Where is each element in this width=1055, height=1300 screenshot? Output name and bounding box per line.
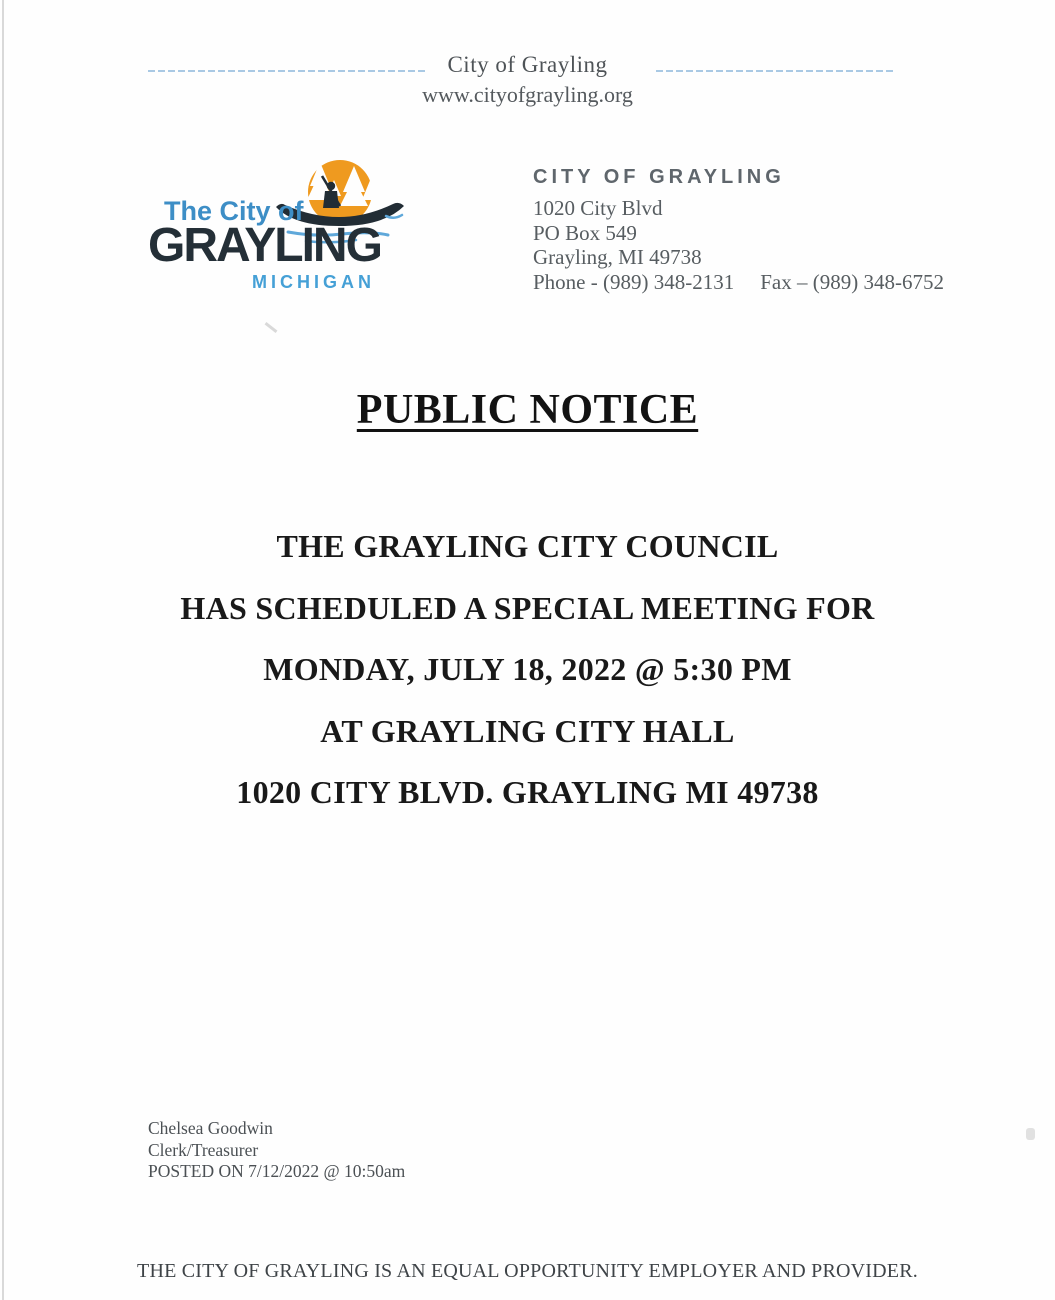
scan-mark-artifact xyxy=(265,322,278,333)
logo-state-name: MICHIGAN xyxy=(252,272,375,292)
notice-line: MONDAY, JULY 18, 2022 @ 5:30 PM xyxy=(263,651,792,687)
address-street: 1020 City Blvd xyxy=(533,196,663,220)
city-logo xyxy=(148,148,428,298)
address-pobox: PO Box 549 xyxy=(533,220,637,245)
notice-line: AT GRAYLING CITY HALL xyxy=(320,712,735,749)
phone-fax-line xyxy=(533,270,944,295)
signer-title: Clerk/Treasurer xyxy=(148,1139,259,1160)
masthead-rule-right xyxy=(656,70,894,72)
fax-number: Fax – (989) 348-6752 xyxy=(760,269,944,294)
notice-title: PUBLIC NOTICE xyxy=(356,387,699,433)
eeo-statement: THE CITY OF GRAYLING IS AN EQUAL OPPORTUNITY EMPLOYER AND PROVIDER. xyxy=(137,1260,918,1282)
logo-pretitle: The City of xyxy=(164,196,304,226)
notice-line: THE GRAYLING CITY COUNCIL xyxy=(276,528,779,564)
posted-timestamp: POSTED ON 7/12/2022 @ 10:50am xyxy=(148,1161,406,1181)
address-title: CITY OF GRAYLING xyxy=(533,166,785,188)
address-city-state-zip: Grayling, MI 49738 xyxy=(533,245,702,269)
notice-line: 1020 CITY BLVD. GRAYLING MI 49738 xyxy=(236,774,819,810)
signer-name: Chelsea Goodwin xyxy=(148,1118,273,1138)
masthead-website: www.cityofgrayling.org xyxy=(422,82,633,107)
notice-line: HAS SCHEDULED A SPECIAL MEETING FOR xyxy=(180,589,875,626)
signature-block xyxy=(148,1118,405,1183)
scan-smudge-artifact xyxy=(1026,1128,1035,1140)
logo-city-name: GRAYLING xyxy=(148,219,381,272)
masthead-org-name: City of Grayling xyxy=(447,52,608,77)
phone-number: Phone - (989) 348-2131 xyxy=(533,269,735,294)
address-block xyxy=(533,166,944,294)
notice-body xyxy=(0,516,1055,824)
masthead-rule-left xyxy=(148,70,426,72)
